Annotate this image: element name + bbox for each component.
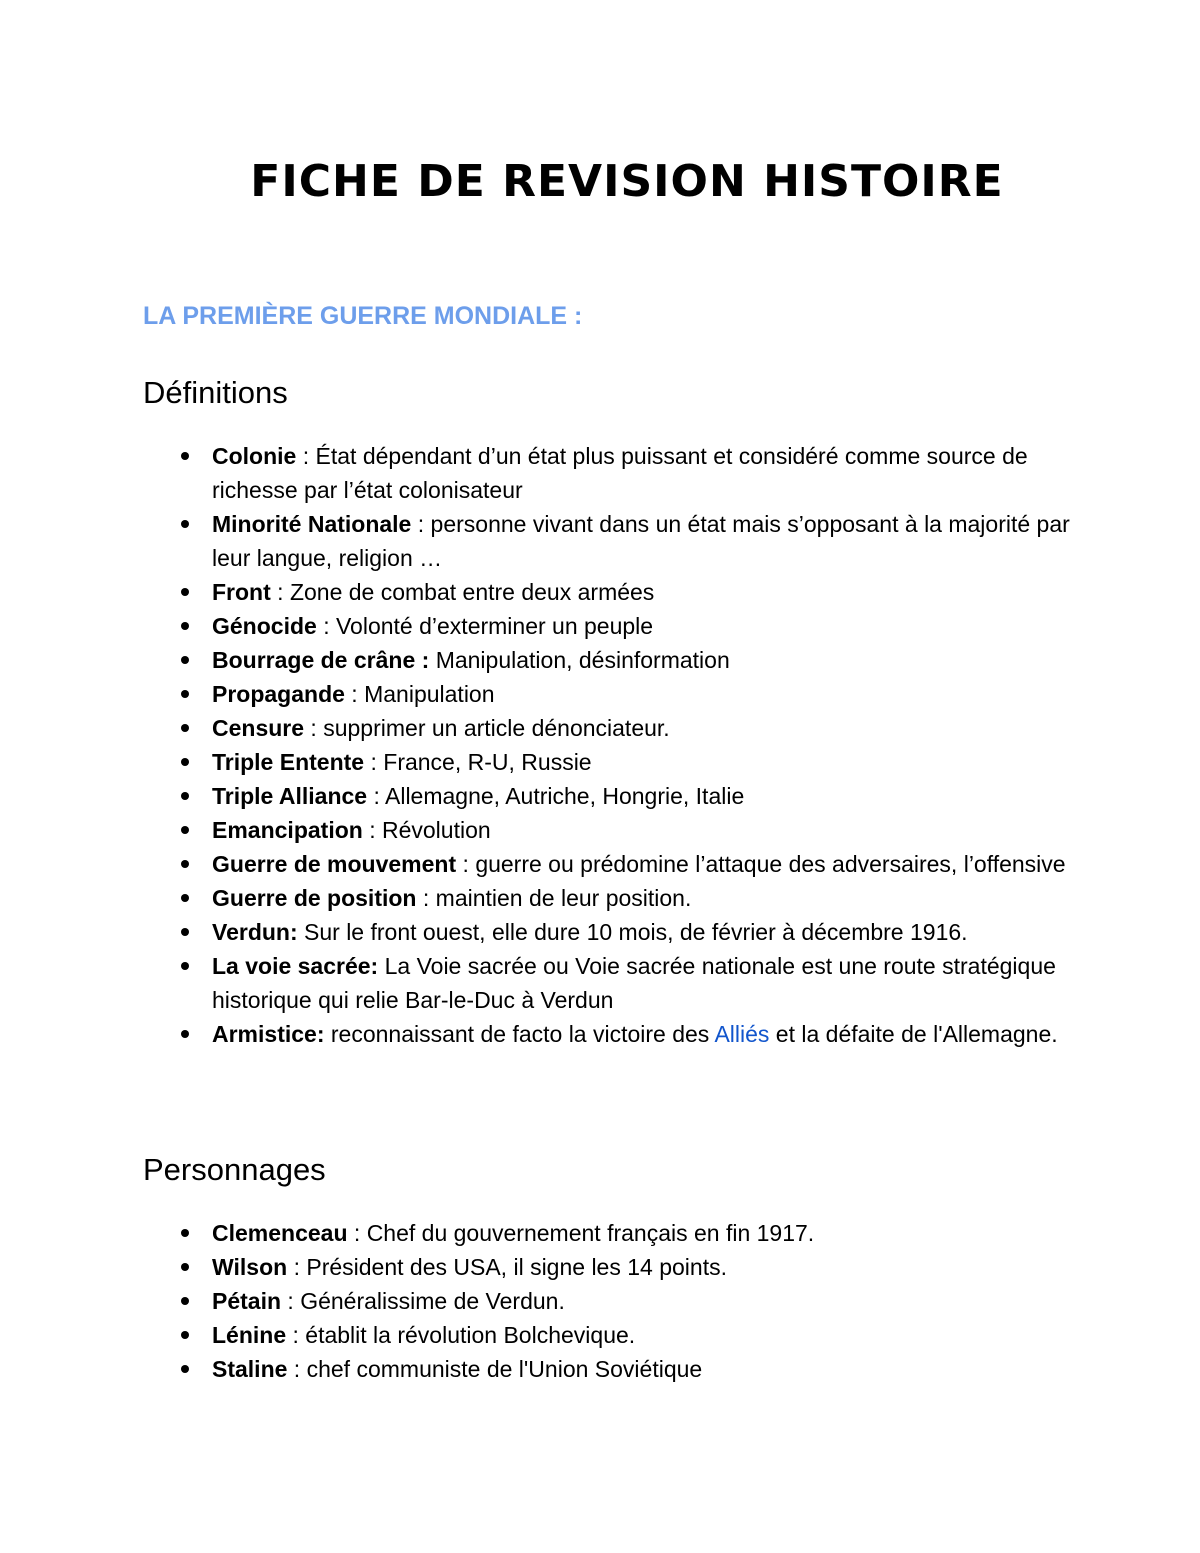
term: Wilson xyxy=(212,1254,288,1280)
definition-text: maintien de leur position. xyxy=(435,885,692,911)
list-item xyxy=(143,1284,1073,1318)
separator: : xyxy=(281,1288,301,1314)
bullet-icon xyxy=(181,622,189,630)
bullet-icon xyxy=(181,1297,189,1305)
list-item xyxy=(143,711,1073,745)
separator: : xyxy=(287,1356,307,1382)
list-item xyxy=(143,1352,1073,1386)
definition-text: personne vivant dans un état mais s’opposant à la majorité par leur langue, religion … xyxy=(212,511,1070,571)
term: Triple Entente xyxy=(212,749,365,775)
document-title: FICHE DE REVISION HISTOIRE xyxy=(250,156,1004,207)
definition-text: Président des USA, il signe les 14 points. xyxy=(306,1254,727,1280)
separator: : xyxy=(347,1220,367,1246)
allies-link[interactable]: Alliés xyxy=(714,1021,770,1047)
term: Armistice: xyxy=(212,1021,325,1047)
definition-text: Révolution xyxy=(381,817,491,843)
list-item xyxy=(143,643,1073,677)
separator: : xyxy=(411,511,431,537)
bullet-icon xyxy=(181,520,189,528)
list-item xyxy=(143,1017,1073,1051)
list-item xyxy=(143,915,1073,949)
list-item xyxy=(143,1216,1073,1250)
list-item xyxy=(143,507,1073,575)
definition-text: Manipulation xyxy=(364,681,495,707)
definition-text: reconnaissant de facto la victoire des xyxy=(330,1021,710,1047)
definition-text: Volonté d’exterminer un peuple xyxy=(335,613,654,639)
bullet-icon xyxy=(181,792,189,800)
bullet-icon xyxy=(181,860,189,868)
bullet-icon xyxy=(181,1229,189,1237)
term: Triple Alliance xyxy=(212,783,368,809)
bullet-icon xyxy=(181,894,189,902)
bullet-icon xyxy=(181,758,189,766)
list-item xyxy=(143,949,1073,1017)
list-item xyxy=(143,779,1073,813)
personnages-heading: Personnages xyxy=(143,1152,326,1187)
term: Censure xyxy=(212,715,305,741)
definition-text: supprimer un article dénonciateur. xyxy=(323,715,670,741)
term: Clemenceau xyxy=(212,1220,348,1246)
term: Staline xyxy=(212,1356,288,1382)
bullet-icon xyxy=(181,656,189,664)
definition-text: Chef du gouvernement français en fin 1917. xyxy=(366,1220,815,1246)
separator: : xyxy=(316,613,336,639)
bullet-icon xyxy=(181,1365,189,1373)
definition-text: La Voie sacrée ou Voie sacrée nationale est une route stratégique historique qui relie Bar-le-Duc à Verdun xyxy=(212,953,1056,1013)
term: Lénine xyxy=(212,1322,287,1348)
term: Verdun: xyxy=(212,919,298,945)
separator: : xyxy=(287,1254,307,1280)
bullet-icon xyxy=(181,1263,189,1271)
bullet-icon xyxy=(181,1030,189,1038)
definition-text: Manipulation, désinformation xyxy=(435,647,730,673)
definitions-heading: Définitions xyxy=(143,375,288,410)
list-item xyxy=(143,1250,1073,1284)
term: Bourrage de crâne : xyxy=(212,647,430,673)
definition-text: Zone de combat entre deux armées xyxy=(289,579,655,605)
list-item xyxy=(143,1318,1073,1352)
term: Emancipation xyxy=(212,817,363,843)
list-item xyxy=(143,575,1073,609)
bullet-icon xyxy=(181,724,189,732)
term: Colonie xyxy=(212,443,297,469)
definition-text: Allemagne, Autriche, Hongrie, Italie xyxy=(385,783,745,809)
separator: : xyxy=(416,885,436,911)
definition-text: Sur le front ouest, elle dure 10 mois, de février à décembre 1916. xyxy=(304,919,968,945)
definition-text: Généralissime de Verdun. xyxy=(300,1288,565,1314)
list-item xyxy=(143,745,1073,779)
term: Guerre de position xyxy=(212,885,417,911)
definition-text: guerre ou prédomine l’attaque des adversaires, l’offensive xyxy=(475,851,1066,877)
separator: : xyxy=(286,1322,306,1348)
bullet-icon xyxy=(181,1331,189,1339)
bullet-icon xyxy=(181,452,189,460)
list-item xyxy=(143,813,1073,847)
list-item xyxy=(143,439,1073,507)
bullet-icon xyxy=(181,826,189,834)
term: Génocide xyxy=(212,613,317,639)
bullet-icon xyxy=(181,962,189,970)
list-item xyxy=(143,881,1073,915)
term: Minorité Nationale xyxy=(212,511,412,537)
term: Guerre de mouvement xyxy=(212,851,457,877)
separator: : xyxy=(367,783,385,809)
list-item xyxy=(143,847,1073,881)
definition-text: État dépendant d’un état plus puissant et considéré comme source de richesse par l’état colonisateur xyxy=(212,443,1028,503)
definitions-list xyxy=(143,439,1073,1051)
separator: : xyxy=(456,851,476,877)
personnages-list xyxy=(143,1216,1073,1386)
separator: : xyxy=(364,749,384,775)
term: Pétain xyxy=(212,1288,282,1314)
definition-text: chef communiste de l'Union Soviétique xyxy=(306,1356,703,1382)
term: Front xyxy=(212,579,271,605)
term: Propagande xyxy=(212,681,345,707)
separator: : xyxy=(296,443,316,469)
bullet-icon xyxy=(181,588,189,596)
bullet-icon xyxy=(181,928,189,936)
list-item xyxy=(143,609,1073,643)
definition-text: France, R-U, Russie xyxy=(383,749,592,775)
section-title: LA PREMIÈRE GUERRE MONDIALE : xyxy=(143,302,583,330)
separator: : xyxy=(270,579,290,605)
definition-text: établit la révolution Bolchevique. xyxy=(305,1322,636,1348)
bullet-icon xyxy=(181,690,189,698)
term: La voie sacrée: xyxy=(212,953,379,979)
separator: : xyxy=(344,681,365,707)
list-item xyxy=(143,677,1073,711)
separator: : xyxy=(362,817,382,843)
separator: : xyxy=(304,715,324,741)
definition-text-after: et la défaite de l'Allemagne. xyxy=(769,1021,1058,1047)
